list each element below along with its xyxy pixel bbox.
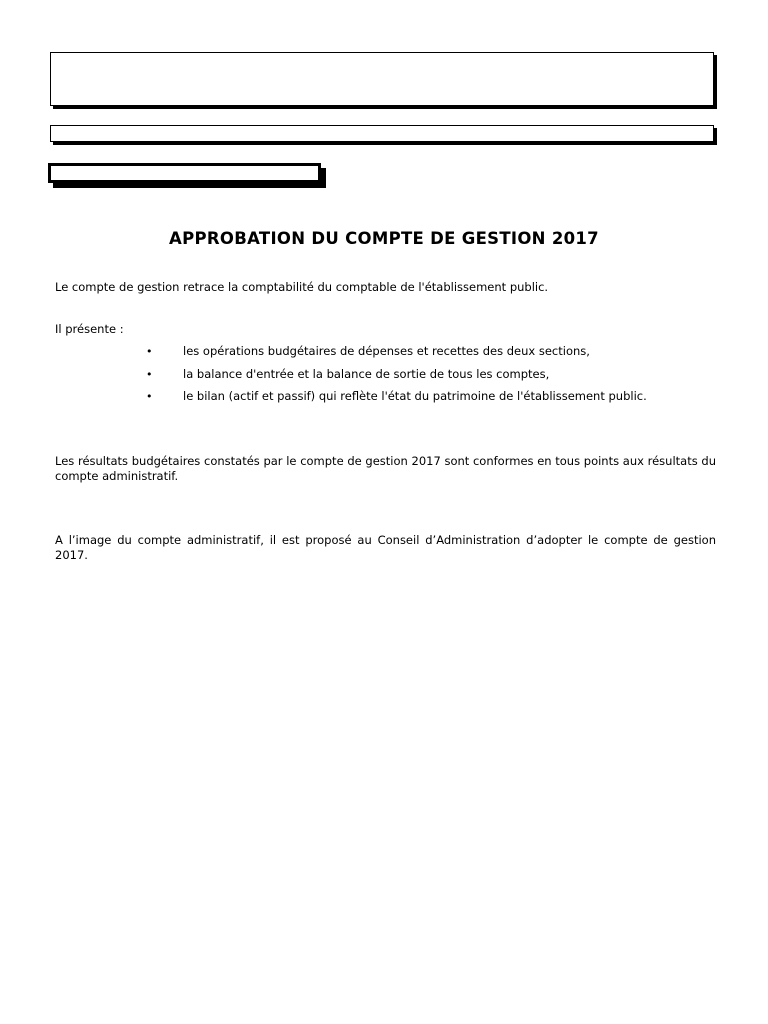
- intro-paragraph: Le compte de gestion retrace la comptabilité du comptable de l'établissement public.: [55, 280, 549, 294]
- bullet-text: les opérations budgétaires de dépenses et recettes des deux sections,: [183, 344, 590, 358]
- bullet-icon: •: [146, 367, 153, 381]
- list-item: [0, 389, 768, 412]
- bullet-icon: •: [146, 390, 153, 403]
- list-item: [0, 367, 768, 390]
- results-paragraph: Les résultats budgétaires constatés par le compte de gestion 2017 sont conformes en tous points aux résultats du compte administratif.: [55, 454, 716, 483]
- bullet-list: [0, 344, 768, 412]
- bullet-text: le bilan (actif et passif) qui reflète l'état du patrimoine de l'établissement public.: [183, 389, 647, 403]
- bullet-icon: •: [146, 345, 153, 358]
- presente-label: Il présente :: [55, 322, 124, 336]
- page-title: APPROBATION DU COMPTE DE GESTION 2017: [169, 229, 599, 248]
- bullet-text: la balance d'entrée et la balance de sortie de tous les comptes,: [183, 366, 550, 381]
- header-box: [50, 52, 714, 106]
- subheader-box: [50, 125, 714, 142]
- proposal-paragraph: A l’image du compte administratif, il est proposé au Conseil d’Administration d’adopter le compte de gestion 2017.: [55, 533, 716, 562]
- label-box: [48, 163, 321, 183]
- list-item: [0, 344, 768, 367]
